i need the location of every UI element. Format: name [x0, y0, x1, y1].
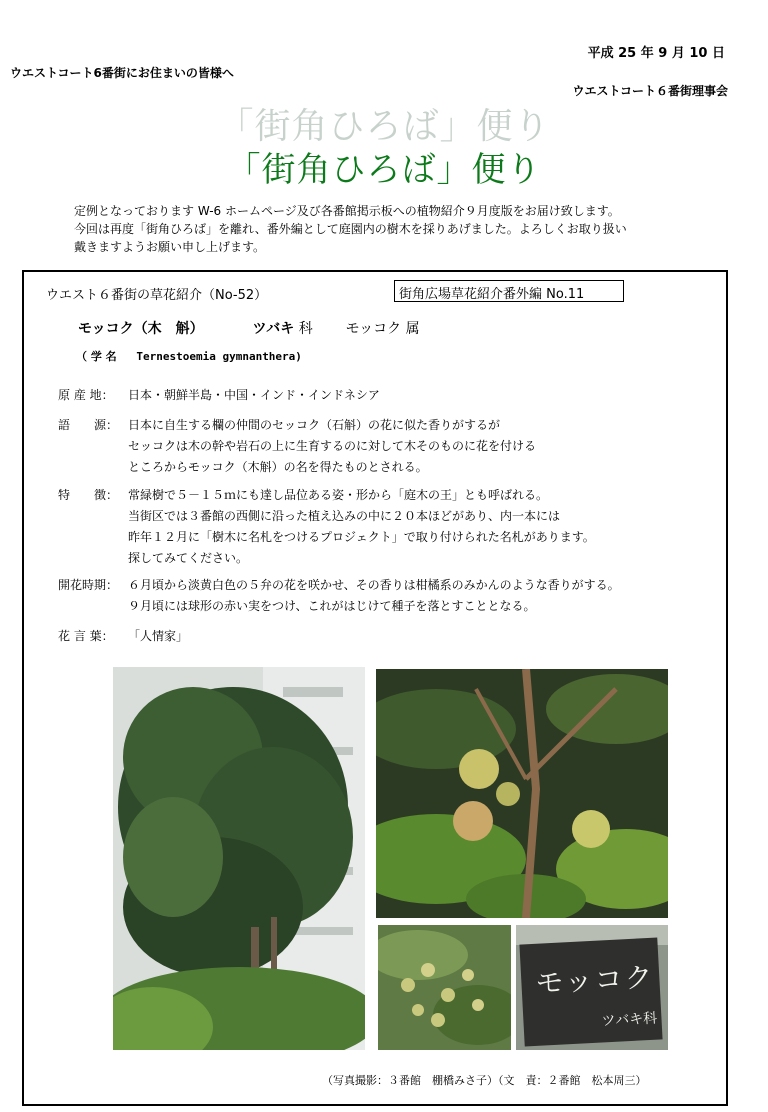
detail-line: セッコクは木の幹や岩石の上に生育するのに対して木そのものに花を付ける — [128, 439, 537, 453]
intro-paragraph — [74, 202, 714, 256]
detail-line: 昨年１２月に「樹木に名札をつけるプロジェクト」で取り付けられた名札があります。 — [128, 530, 595, 544]
sci-latin: Ternestoemia gymnanthera) — [136, 350, 302, 363]
fruit-cluster-photo — [378, 925, 511, 1050]
nameplate-name: モッコク — [534, 960, 656, 1000]
issue-date: 平成 25 年 9 月 10 日 — [587, 46, 725, 61]
nameplate-photo — [516, 925, 668, 1050]
intro-line: 定例となっております W-6 ホームページ及び各番館掲示板への植物紹介９月度版をお届け致します。 — [74, 204, 620, 218]
detail-line: ところからモッコク（木斛）の名を得たものとされる。 — [128, 460, 428, 474]
detail-label: 原 産 地： — [58, 388, 114, 402]
title-shadow: 「街角ひろば」便り — [217, 106, 551, 147]
detail-line: 日本に自生する欄の仲間のセッコク（石斛）の花に似た香りがするが — [128, 418, 501, 432]
detail-line: 探してみてください。 — [128, 551, 249, 565]
detail-label: 花 言 葉： — [58, 629, 114, 643]
fruit-closeup-photo — [376, 669, 668, 918]
detail-label: 開花時期： — [58, 578, 119, 592]
intro-line: 戴きますようお願い申し上げます。 — [74, 240, 266, 254]
page-title: 「街角ひろば」便り — [226, 150, 542, 190]
detail-line: 「人情家」 — [128, 629, 189, 643]
plant-name-row — [78, 318, 420, 338]
plant-genus: モッコク 属 — [345, 321, 420, 337]
sender: ウエストコート６番街理事会 — [572, 84, 728, 98]
tree-photo — [113, 667, 365, 1050]
sci-prefix: （ 学 名 — [76, 350, 117, 363]
addressee: ウエストコート6番街にお住まいの皆様へ — [10, 66, 234, 80]
detail-line: ９月頃には球形の赤い実をつけ、これがはじけて種子を落とすこととなる。 — [128, 599, 536, 613]
detail-line: 常緑樹で５－１５ｍにも達し品位ある姿・形から「庭木の王」とも呼ばれる。 — [128, 488, 549, 502]
detail-label: 語 源： — [58, 418, 119, 432]
plant-name: モッコク（木 斛） — [78, 321, 204, 337]
photo-credit: （写真撮影：３番館 棚橋みさ子）（文 責：２番館 松本周三） — [322, 1074, 647, 1087]
detail-label: 特 徴： — [58, 488, 119, 502]
nameplate-family: ツバキ科 — [601, 1010, 658, 1030]
intro-line: 今回は再度「街角ひろば」を離れ、番外編として庭園内の樹木を採りあげました。よろしくお取り扱い — [74, 222, 627, 236]
plant-family-suffix: 科 — [298, 321, 313, 337]
section-tag: 街角広場草花紹介番外編 No.11 — [394, 280, 624, 302]
detail-line: 日本・朝鮮半島・中国・インド・インドネシア — [128, 388, 380, 402]
nameplate-sign — [519, 937, 662, 1046]
detail-line: 当街区では３番館の西側に沿った植え込みの中に２０本ほどがあり、内一本には — [128, 509, 561, 523]
plant-family-name: ツバキ — [252, 321, 295, 337]
section-title: ウエスト６番街の草花紹介（No-52） — [46, 288, 268, 303]
scientific-name — [76, 348, 302, 364]
detail-line: ６月頃から淡黄白色の５弁の花を咲かせ、その香りは柑橘系のみかんのような香りがする。 — [128, 578, 620, 592]
